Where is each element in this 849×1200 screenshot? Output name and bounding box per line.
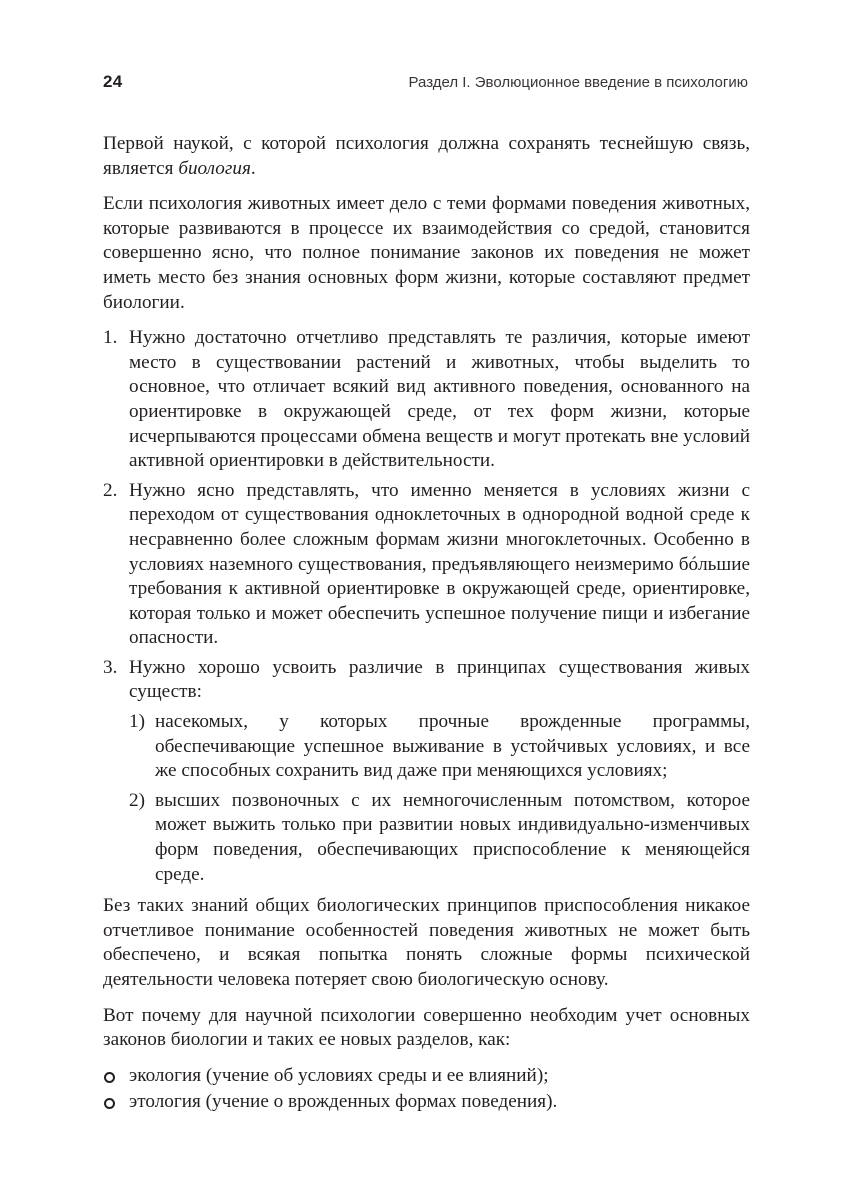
list-marker: 2. bbox=[103, 479, 118, 501]
running-head: Раздел I. Эволюционное введение в психологию bbox=[408, 74, 748, 91]
sublist-marker: 2) bbox=[129, 789, 145, 811]
list-item-text: Нужно достаточно отчетливо представлять те различия, которые имеют место в существовании растений и животных, чтобы выделить то основное, что отличает всякий вид активного поведения, основанного на ориентировке в окружающей среде, от тех форм жизни, которые исчерпываются процессами обмена веществ и могут протекать вне условий активной ориентировки в действительности. bbox=[129, 327, 750, 472]
paragraph-animal-psychology: Если психология животных имеет дело с теми формами поведения животных, которые развиваются в процессе их взаимодействия со средой, становится совершенно ясно, что полное понимание законов их поведения не может иметь место без знания основных форм жизни, которые составляют предмет биологии. bbox=[103, 193, 750, 313]
nested-list bbox=[129, 710, 750, 887]
sublist-item-text: насекомых, у которых прочные врожденные программы, обеспечивающие успешное выживание в устойчивых условиях, и все же способных сохранить вид даже при меняющихся условиях; bbox=[155, 711, 750, 782]
page-header bbox=[103, 72, 748, 92]
page-number: 24 bbox=[103, 72, 123, 91]
list-item-text: Нужно ясно представлять, что именно меняется в условиях жизни с переходом от существования одноклеточных в однородной водной среде к несравненно более сложным формам жизни многоклеточных. Особенно в условиях наземного существования, предъявляющего неизмеримо бóльшие требования к активной ориентировке в окружающей среде, ориентировке, которая только и может обеспечить успешное получение пищи и избегание опасности. bbox=[129, 479, 750, 649]
sublist-item-text: высших позвоночных с их немногочисленным потомством, которое может выжить только при развитии новых индивидуально-изменчивых форм поведения, обеспечивающих приспособление к меняющейся среде. bbox=[155, 789, 750, 885]
open-circle-bullet-icon bbox=[104, 1098, 115, 1109]
paragraph-conclusion: Вот почему для научной психологии совершенно необходим учет основных законов биологии и таких ее новых разделов, как: bbox=[103, 1004, 750, 1051]
list-item bbox=[103, 326, 750, 474]
numbered-list bbox=[103, 326, 750, 887]
list-item bbox=[103, 656, 750, 887]
bullet-item-text: экология (учение об условиях среды и ее влияний); bbox=[129, 1064, 549, 1086]
intro-paragraph: Первой наукой, с которой психология должна сохранять теснейшую связь, является биология. bbox=[103, 133, 750, 179]
sublist-item bbox=[129, 789, 750, 887]
bullet-item-text: этология (учение о врожденных формах поведения). bbox=[129, 1091, 558, 1113]
list-item-text: Нужно хорошо усвоить различие в принципах существования живых существ: bbox=[129, 656, 750, 703]
list-marker: 1. bbox=[103, 327, 118, 349]
bullet-item bbox=[103, 1090, 750, 1115]
list-marker: 3. bbox=[103, 656, 118, 678]
emphasis-biology: биология bbox=[178, 157, 251, 179]
sublist-item bbox=[129, 710, 750, 784]
sublist-marker: 1) bbox=[129, 711, 145, 733]
paragraph-biological-principles: Без таких знаний общих биологических принципов приспособления никакое отчетливое понимание особенностей поведения животных не может быть обеспечено, и всякая попытка понять сложные формы психической деятельности человека потеряет свою биологическую основу. bbox=[103, 895, 750, 990]
bullet-item bbox=[103, 1064, 750, 1089]
bullet-list bbox=[103, 1064, 750, 1115]
page-body bbox=[103, 132, 750, 1117]
list-item bbox=[103, 479, 750, 651]
open-circle-bullet-icon bbox=[104, 1072, 115, 1083]
